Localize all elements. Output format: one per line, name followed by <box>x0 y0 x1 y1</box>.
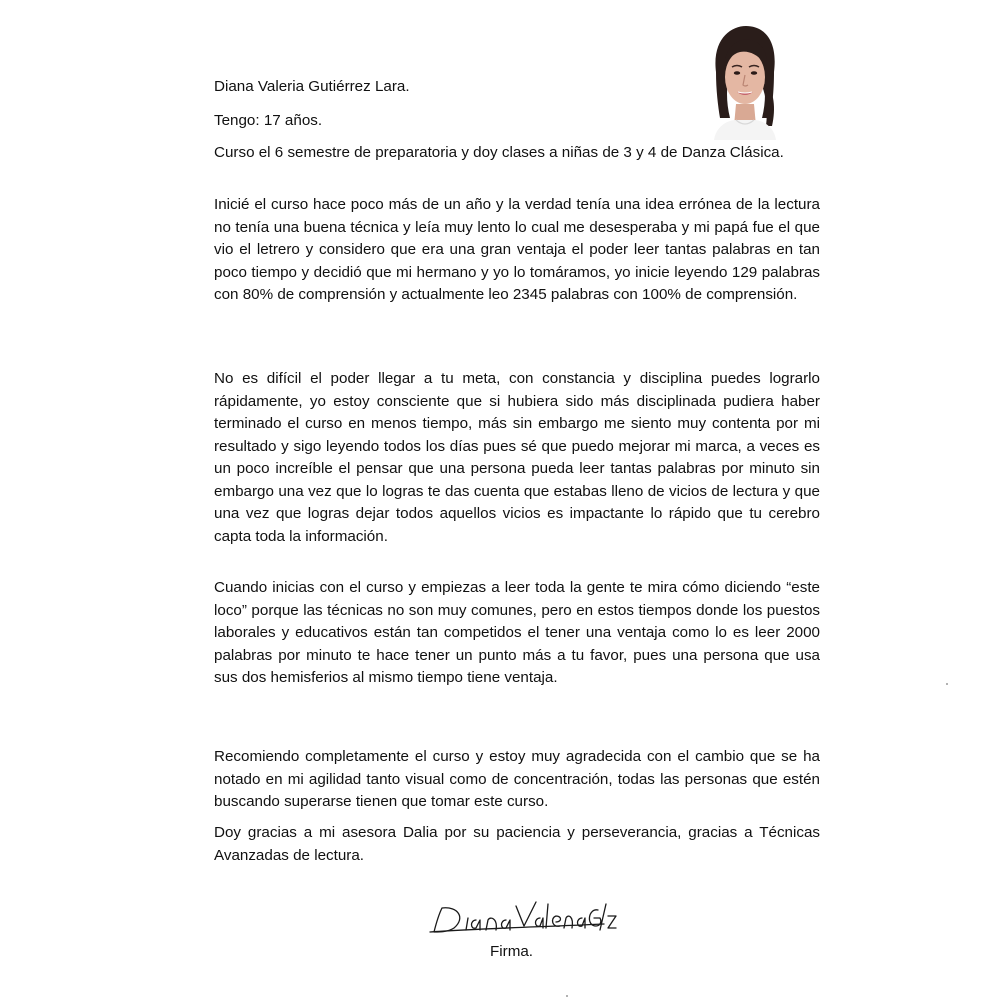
paragraph-6: Doy gracias a mi asesora Dalia por su paciencia y perseverancia, gracias a Técnicas Avanzadas de lectura. <box>214 824 820 864</box>
paragraph-2: Inicié el curso hace poco más de un año y la verdad tenía una idea errónea de la lectura no tenía una buena técnica y leía muy lento lo cual me desesperaba y mi papá fue el que vio el letrero y considero que era una gran ventaja el poder leer tantas palabras en tan poco tiempo y decidió que mi hermano y yo lo tomáramos, yo inicie leyendo 129 palabras con 80% de comprensión y actualmente leo 2345 palabras con 100% de comprensión. <box>214 196 820 303</box>
handwritten-signature-icon <box>428 896 618 940</box>
portrait-photo-icon <box>700 22 788 140</box>
scan-speck <box>566 995 568 997</box>
author-name: Diana Valeria Gutiérrez Lara. <box>214 78 410 95</box>
signature-label: Firma. <box>490 943 534 960</box>
paragraph-3: No es difícil el poder llegar a tu meta, con constancia y disciplina puedes lograrlo rápidamente, yo estoy consciente que si hubiera sido más disciplinada pudiera haber terminado el curso en menos tiempo, más sin embargo me siento muy contenta por mi resultado y sigo leyendo todos los días pues sé que puedo mejorar mi marca, a veces es un poco increíble el pensar que una persona pueda leer tantas palabras por minuto sin embargo una vez que lo logras te das cuenta que estabas lleno de vicios de lectura y que una vez que logras dejar todos aquellos vicios es impactante lo rápido que tu cerebro capta toda la información. <box>214 370 820 545</box>
signature-drawing <box>428 896 618 940</box>
paragraph-4: Cuando inicias con el curso y empiezas a leer toda la gente te mira cómo diciendo “este loco” porque las técnicas no son muy comunes, pero en estos tiempos donde los puestos laborales y educativos están tan competidos el tener una ventaja como lo es leer 2000 palabras por minuto te hace tener un punto más a tu favor, pues una persona que usa sus dos hemisferios al mismo tiempo tiene ventaja. <box>214 579 820 686</box>
author-age: Tengo: 17 años. <box>214 112 323 129</box>
paragraph-1: Curso el 6 semestre de preparatoria y doy clases a niñas de 3 y 4 de Danza Clásica. <box>214 144 784 161</box>
scan-speck <box>946 683 948 685</box>
paragraph-5: Recomiendo completamente el curso y estoy muy agradecida con el cambio que se ha notado en mi agilidad tanto visual como de concentración, todas las personas que estén buscando superarse tienen que tomar este curso. <box>214 748 820 810</box>
